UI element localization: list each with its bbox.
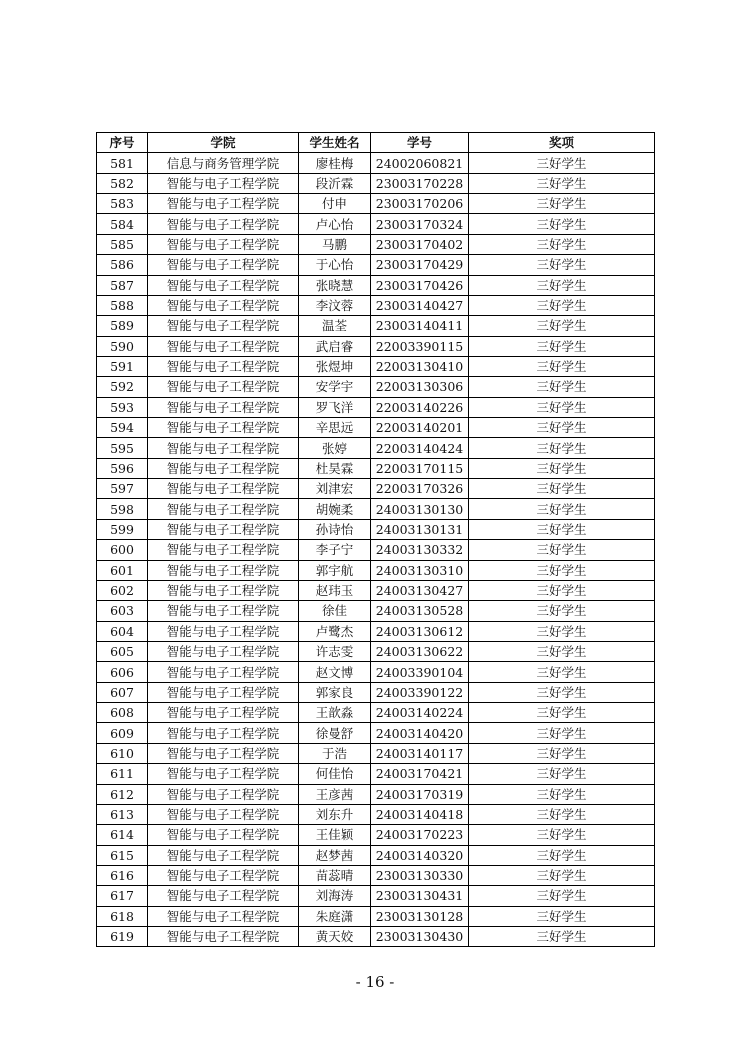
table-row — [97, 682, 655, 702]
header-no: 序号 — [97, 133, 148, 153]
cell-award: 三好学生 — [469, 214, 655, 234]
cell-college: 智能与电子工程学院 — [148, 519, 299, 539]
cell-college: 智能与电子工程学院 — [148, 927, 299, 947]
cell-no: 610 — [97, 743, 148, 763]
cell-no: 606 — [97, 662, 148, 682]
cell-college: 智能与电子工程学院 — [148, 682, 299, 702]
table-row — [97, 336, 655, 356]
cell-college: 智能与电子工程学院 — [148, 804, 299, 824]
table-row — [97, 356, 655, 376]
table-row — [97, 560, 655, 580]
cell-college: 智能与电子工程学院 — [148, 865, 299, 885]
cell-student-name: 胡婉柔 — [299, 499, 371, 519]
table-row — [97, 621, 655, 641]
cell-award: 三好学生 — [469, 560, 655, 580]
cell-student-name: 卢鹭杰 — [299, 621, 371, 641]
cell-no: 588 — [97, 295, 148, 315]
cell-student-id: 24003130528 — [371, 601, 469, 621]
cell-student-id: 22003130410 — [371, 356, 469, 376]
cell-college: 智能与电子工程学院 — [148, 499, 299, 519]
cell-award: 三好学生 — [469, 886, 655, 906]
cell-college: 智能与电子工程学院 — [148, 764, 299, 784]
cell-student-name: 许志雯 — [299, 641, 371, 661]
cell-award: 三好学生 — [469, 723, 655, 743]
cell-award: 三好学生 — [469, 418, 655, 438]
table-row — [97, 458, 655, 478]
table-body — [97, 153, 655, 947]
cell-student-name: 于浩 — [299, 743, 371, 763]
cell-student-name: 杜昊霖 — [299, 458, 371, 478]
table-row — [97, 214, 655, 234]
cell-student-name: 徐曼舒 — [299, 723, 371, 743]
cell-no: 598 — [97, 499, 148, 519]
cell-student-name: 李汶蓉 — [299, 295, 371, 315]
cell-student-name: 刘津宏 — [299, 479, 371, 499]
table-row — [97, 519, 655, 539]
cell-no: 601 — [97, 560, 148, 580]
cell-student-id: 22003130306 — [371, 377, 469, 397]
table-row — [97, 764, 655, 784]
cell-student-name: 罗飞洋 — [299, 397, 371, 417]
cell-award: 三好学生 — [469, 825, 655, 845]
cell-student-name: 王彦茜 — [299, 784, 371, 804]
cell-no: 592 — [97, 377, 148, 397]
cell-no: 599 — [97, 519, 148, 539]
header-name: 学生姓名 — [299, 133, 371, 153]
cell-student-id: 23003140411 — [371, 316, 469, 336]
cell-student-id: 24003130427 — [371, 580, 469, 600]
cell-college: 智能与电子工程学院 — [148, 906, 299, 926]
table-row — [97, 194, 655, 214]
cell-college: 智能与电子工程学院 — [148, 703, 299, 723]
cell-student-id: 23003140427 — [371, 295, 469, 315]
cell-award: 三好学生 — [469, 438, 655, 458]
table-row — [97, 275, 655, 295]
cell-no: 614 — [97, 825, 148, 845]
cell-student-name: 赵梦茜 — [299, 845, 371, 865]
cell-student-id: 22003140226 — [371, 397, 469, 417]
cell-no: 613 — [97, 804, 148, 824]
table-header-row — [97, 133, 655, 153]
cell-college: 智能与电子工程学院 — [148, 641, 299, 661]
cell-student-name: 赵文博 — [299, 662, 371, 682]
cell-student-id: 24003140224 — [371, 703, 469, 723]
cell-no: 597 — [97, 479, 148, 499]
cell-student-id: 22003140424 — [371, 438, 469, 458]
cell-college: 智能与电子工程学院 — [148, 397, 299, 417]
cell-student-id: 22003390115 — [371, 336, 469, 356]
cell-student-id: 24003140320 — [371, 845, 469, 865]
cell-no: 593 — [97, 397, 148, 417]
cell-student-name: 刘海涛 — [299, 886, 371, 906]
cell-award: 三好学生 — [469, 356, 655, 376]
cell-college: 智能与电子工程学院 — [148, 214, 299, 234]
cell-college: 智能与电子工程学院 — [148, 173, 299, 193]
cell-student-name: 张晓慧 — [299, 275, 371, 295]
cell-no: 587 — [97, 275, 148, 295]
cell-student-id: 23003130430 — [371, 927, 469, 947]
table-row — [97, 377, 655, 397]
cell-award: 三好学生 — [469, 865, 655, 885]
table-row — [97, 580, 655, 600]
cell-student-id: 23003130431 — [371, 886, 469, 906]
cell-college: 智能与电子工程学院 — [148, 886, 299, 906]
cell-student-id: 24003140117 — [371, 743, 469, 763]
cell-no: 619 — [97, 927, 148, 947]
cell-no: 595 — [97, 438, 148, 458]
cell-student-name: 辛思远 — [299, 418, 371, 438]
cell-student-name: 郭家良 — [299, 682, 371, 702]
cell-award: 三好学生 — [469, 397, 655, 417]
cell-college: 智能与电子工程学院 — [148, 743, 299, 763]
cell-award: 三好学生 — [469, 173, 655, 193]
cell-student-name: 张婷 — [299, 438, 371, 458]
cell-no: 603 — [97, 601, 148, 621]
cell-award: 三好学生 — [469, 804, 655, 824]
cell-award: 三好学生 — [469, 377, 655, 397]
cell-no: 594 — [97, 418, 148, 438]
cell-student-id: 24002060821 — [371, 153, 469, 173]
cell-student-id: 23003170426 — [371, 275, 469, 295]
cell-college: 智能与电子工程学院 — [148, 316, 299, 336]
cell-award: 三好学生 — [469, 479, 655, 499]
cell-no: 618 — [97, 906, 148, 926]
cell-student-id: 24003390104 — [371, 662, 469, 682]
cell-student-id: 24003170223 — [371, 825, 469, 845]
cell-award: 三好学生 — [469, 906, 655, 926]
cell-award: 三好学生 — [469, 519, 655, 539]
cell-no: 605 — [97, 641, 148, 661]
cell-college: 智能与电子工程学院 — [148, 255, 299, 275]
table-row — [97, 438, 655, 458]
cell-award: 三好学生 — [469, 641, 655, 661]
cell-student-name: 于心怡 — [299, 255, 371, 275]
cell-student-name: 廖桂梅 — [299, 153, 371, 173]
cell-college: 智能与电子工程学院 — [148, 418, 299, 438]
cell-college: 智能与电子工程学院 — [148, 458, 299, 478]
cell-college: 智能与电子工程学院 — [148, 580, 299, 600]
cell-student-name: 卢心怡 — [299, 214, 371, 234]
cell-student-id: 24003390122 — [371, 682, 469, 702]
table-row — [97, 927, 655, 947]
table-row — [97, 479, 655, 499]
cell-college: 智能与电子工程学院 — [148, 438, 299, 458]
cell-student-name: 黄天姣 — [299, 927, 371, 947]
cell-college: 智能与电子工程学院 — [148, 336, 299, 356]
cell-award: 三好学生 — [469, 621, 655, 641]
cell-student-name: 刘东升 — [299, 804, 371, 824]
cell-award: 三好学生 — [469, 275, 655, 295]
cell-college: 智能与电子工程学院 — [148, 479, 299, 499]
cell-college: 智能与电子工程学院 — [148, 662, 299, 682]
table-row — [97, 804, 655, 824]
cell-college: 智能与电子工程学院 — [148, 845, 299, 865]
cell-award: 三好学生 — [469, 194, 655, 214]
table-row — [97, 784, 655, 804]
cell-student-id: 23003170429 — [371, 255, 469, 275]
cell-no: 611 — [97, 764, 148, 784]
cell-student-id: 24003130131 — [371, 519, 469, 539]
cell-college: 智能与电子工程学院 — [148, 234, 299, 254]
cell-student-name: 郭宇航 — [299, 560, 371, 580]
table-row — [97, 173, 655, 193]
table-row — [97, 397, 655, 417]
cell-college: 智能与电子工程学院 — [148, 295, 299, 315]
cell-award: 三好学生 — [469, 682, 655, 702]
cell-college: 智能与电子工程学院 — [148, 377, 299, 397]
cell-student-name: 赵玮玉 — [299, 580, 371, 600]
cell-college: 智能与电子工程学院 — [148, 621, 299, 641]
table-row — [97, 418, 655, 438]
table-row — [97, 601, 655, 621]
cell-no: 584 — [97, 214, 148, 234]
cell-student-id: 23003170324 — [371, 214, 469, 234]
table-row — [97, 825, 655, 845]
cell-college: 智能与电子工程学院 — [148, 194, 299, 214]
cell-no: 596 — [97, 458, 148, 478]
cell-no: 581 — [97, 153, 148, 173]
table-row — [97, 845, 655, 865]
cell-student-name: 张煜坤 — [299, 356, 371, 376]
cell-no: 608 — [97, 703, 148, 723]
cell-student-name: 安学宇 — [299, 377, 371, 397]
cell-no: 586 — [97, 255, 148, 275]
table-row — [97, 662, 655, 682]
cell-no: 616 — [97, 865, 148, 885]
cell-student-id: 23003130128 — [371, 906, 469, 926]
cell-student-id: 24003170421 — [371, 764, 469, 784]
cell-no: 585 — [97, 234, 148, 254]
cell-student-id: 23003170206 — [371, 194, 469, 214]
table-row — [97, 743, 655, 763]
cell-college: 智能与电子工程学院 — [148, 560, 299, 580]
table-row — [97, 255, 655, 275]
cell-college: 智能与电子工程学院 — [148, 825, 299, 845]
cell-student-name: 王佳颖 — [299, 825, 371, 845]
cell-award: 三好学生 — [469, 662, 655, 682]
cell-no: 617 — [97, 886, 148, 906]
cell-college: 智能与电子工程学院 — [148, 601, 299, 621]
cell-college: 智能与电子工程学院 — [148, 275, 299, 295]
table-row — [97, 540, 655, 560]
cell-no: 582 — [97, 173, 148, 193]
header-college: 学院 — [148, 133, 299, 153]
cell-no: 591 — [97, 356, 148, 376]
table-row — [97, 723, 655, 743]
cell-student-id: 22003170115 — [371, 458, 469, 478]
cell-student-name: 马鹏 — [299, 234, 371, 254]
header-student-id: 学号 — [371, 133, 469, 153]
cell-student-id: 24003130332 — [371, 540, 469, 560]
cell-college: 智能与电子工程学院 — [148, 723, 299, 743]
cell-award: 三好学生 — [469, 845, 655, 865]
cell-award: 三好学生 — [469, 316, 655, 336]
cell-student-id: 23003170402 — [371, 234, 469, 254]
cell-no: 583 — [97, 194, 148, 214]
cell-student-name: 苗蕊晴 — [299, 865, 371, 885]
cell-award: 三好学生 — [469, 580, 655, 600]
cell-student-name: 付申 — [299, 194, 371, 214]
cell-college: 智能与电子工程学院 — [148, 356, 299, 376]
page-number: - 16 - — [355, 973, 395, 991]
awards-table — [96, 132, 655, 947]
table-row — [97, 499, 655, 519]
cell-student-id: 24003170319 — [371, 784, 469, 804]
cell-award: 三好学生 — [469, 153, 655, 173]
cell-no: 607 — [97, 682, 148, 702]
cell-award: 三好学生 — [469, 336, 655, 356]
cell-student-id: 22003140201 — [371, 418, 469, 438]
cell-no: 602 — [97, 580, 148, 600]
table-row — [97, 234, 655, 254]
cell-student-name: 温荃 — [299, 316, 371, 336]
cell-college: 信息与商务管理学院 — [148, 153, 299, 173]
cell-student-name: 段沂霖 — [299, 173, 371, 193]
cell-student-name: 朱庭潇 — [299, 906, 371, 926]
cell-no: 609 — [97, 723, 148, 743]
cell-award: 三好学生 — [469, 540, 655, 560]
header-award: 奖项 — [469, 133, 655, 153]
table-row — [97, 703, 655, 723]
cell-student-name: 孙诗怡 — [299, 519, 371, 539]
cell-award: 三好学生 — [469, 703, 655, 723]
cell-student-id: 22003170326 — [371, 479, 469, 499]
cell-no: 615 — [97, 845, 148, 865]
cell-no: 612 — [97, 784, 148, 804]
cell-award: 三好学生 — [469, 743, 655, 763]
cell-no: 589 — [97, 316, 148, 336]
cell-student-id: 23003170228 — [371, 173, 469, 193]
cell-student-id: 24003130130 — [371, 499, 469, 519]
table-row — [97, 906, 655, 926]
cell-student-id: 24003130310 — [371, 560, 469, 580]
cell-student-id: 23003130330 — [371, 865, 469, 885]
cell-award: 三好学生 — [469, 255, 655, 275]
cell-college: 智能与电子工程学院 — [148, 540, 299, 560]
cell-award: 三好学生 — [469, 784, 655, 804]
cell-no: 600 — [97, 540, 148, 560]
cell-award: 三好学生 — [469, 295, 655, 315]
table-row — [97, 153, 655, 173]
cell-award: 三好学生 — [469, 764, 655, 784]
cell-student-name: 徐佳 — [299, 601, 371, 621]
cell-award: 三好学生 — [469, 601, 655, 621]
cell-student-name: 王歆淼 — [299, 703, 371, 723]
cell-student-id: 24003140418 — [371, 804, 469, 824]
cell-student-name: 何佳怡 — [299, 764, 371, 784]
cell-student-name: 武启睿 — [299, 336, 371, 356]
table-row — [97, 886, 655, 906]
cell-student-id: 24003130622 — [371, 641, 469, 661]
cell-award: 三好学生 — [469, 927, 655, 947]
table-row — [97, 295, 655, 315]
table-row — [97, 316, 655, 336]
cell-no: 590 — [97, 336, 148, 356]
cell-student-name: 李子宁 — [299, 540, 371, 560]
table-row — [97, 865, 655, 885]
cell-student-id: 24003130612 — [371, 621, 469, 641]
table-row — [97, 641, 655, 661]
cell-no: 604 — [97, 621, 148, 641]
cell-award: 三好学生 — [469, 234, 655, 254]
cell-student-id: 24003140420 — [371, 723, 469, 743]
cell-award: 三好学生 — [469, 458, 655, 478]
cell-award: 三好学生 — [469, 499, 655, 519]
cell-college: 智能与电子工程学院 — [148, 784, 299, 804]
